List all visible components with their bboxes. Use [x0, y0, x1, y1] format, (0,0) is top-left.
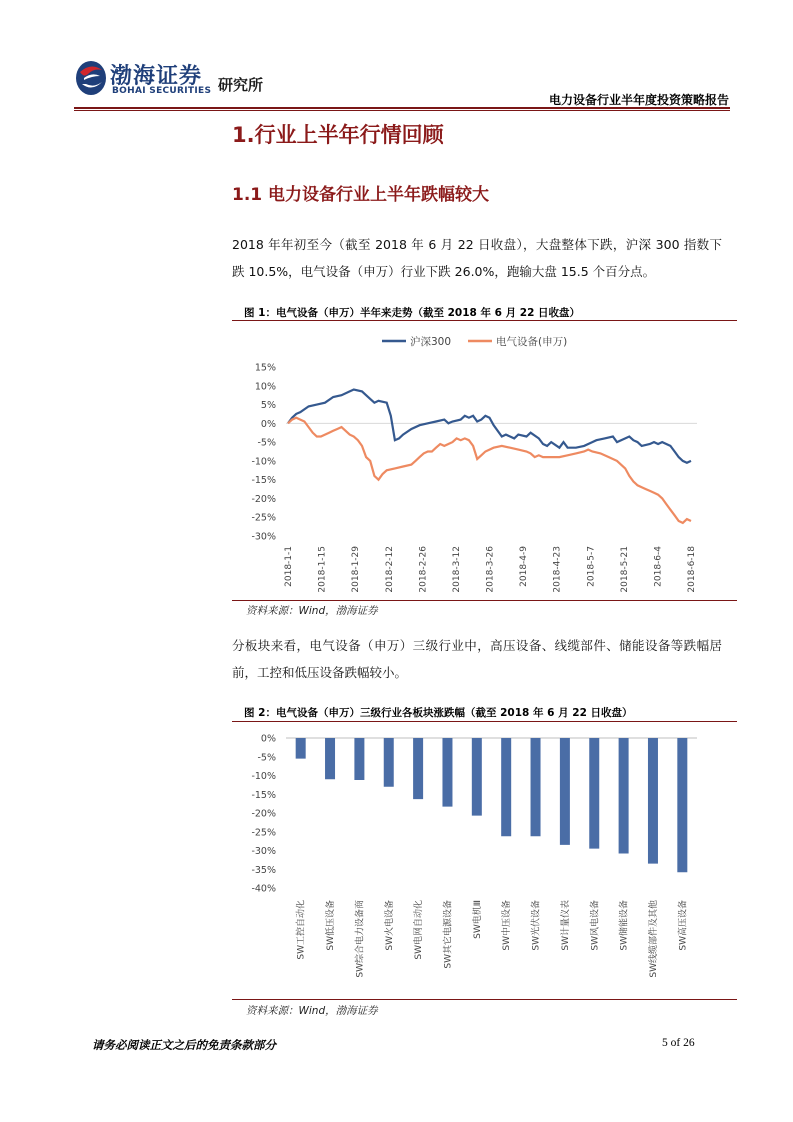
x-category-label: SW工控自动化	[296, 900, 307, 960]
x-tick-label: 2018-6-18	[687, 546, 697, 593]
series-line-elec	[288, 418, 691, 523]
figure-1-source: 资料来源：Wind，渤海证券	[246, 605, 378, 617]
y-tick-label: 0%	[260, 418, 276, 430]
report-title: 电力设备行业半年度投资策略报告	[548, 93, 729, 107]
y-tick-label: -25%	[251, 827, 276, 839]
line-chart-trend	[232, 325, 737, 597]
y-tick-label: 0%	[260, 733, 276, 745]
x-category-label: SW电机Ⅲ	[472, 900, 483, 939]
logo-english-name: BOHAI SECURITIES	[112, 86, 212, 96]
x-tick-label: 2018-1-15	[317, 546, 328, 593]
x-tick-label: 2018-5-21	[619, 546, 630, 593]
y-tick-label: -15%	[251, 475, 276, 487]
header-rule	[74, 107, 730, 109]
bar	[325, 738, 335, 779]
y-tick-label: -20%	[251, 808, 276, 820]
bar	[472, 738, 482, 816]
x-tick-label: 2018-1-29	[351, 546, 362, 593]
bar	[442, 738, 452, 807]
x-tick-label: 2018-2-26	[418, 546, 429, 593]
x-tick-label: 2018-4-9	[519, 546, 530, 587]
series-line-hs300	[288, 390, 691, 463]
x-tick-label: 2018-2-12	[384, 546, 395, 593]
paragraph-market-summary: 2018 年年初至今（截至 2018 年 6 月 22 日收盘），大盘整体下跌，沪深 300 指数下跌 10.5%，电气设备（申万）行业下跌 26.0%，跑输大盘 15.5 个百分点。	[232, 237, 722, 279]
x-category-label: SW电网自动化	[414, 900, 425, 960]
y-tick-label: -20%	[251, 493, 276, 505]
y-tick-label: -25%	[251, 512, 276, 524]
figure-2-source: 资料来源：Wind，渤海证券	[246, 1005, 378, 1017]
source-1-rule	[232, 600, 737, 601]
x-category-label: SW中压设备	[502, 900, 513, 951]
figure-1-rule	[232, 320, 737, 321]
logo-chinese-name: 渤海证券	[110, 63, 203, 89]
x-category-label: SW火电设备	[384, 900, 395, 951]
bar	[677, 738, 687, 872]
bar-chart-sectors	[232, 726, 737, 998]
x-tick-label: 2018-6-4	[653, 546, 664, 587]
x-category-label: SW风电设备	[590, 900, 601, 951]
y-tick-label: 5%	[260, 400, 276, 412]
y-tick-label: -30%	[251, 846, 276, 857]
bar	[384, 738, 394, 787]
subsection-heading: 1.1 电力设备行业上半年跌幅较大	[232, 185, 490, 205]
x-tick-label: 2018-4-23	[552, 546, 563, 593]
figure-1-title: 图 1：电气设备（申万）半年来走势（截至 2018 年 6 月 22 日收盘）	[244, 307, 581, 319]
y-tick-label: 10%	[254, 381, 276, 393]
bar	[354, 738, 364, 780]
y-tick-label: -5%	[257, 752, 276, 764]
source-2-rule	[232, 999, 737, 1000]
x-category-label: SW线缆部件及其他	[648, 900, 659, 978]
x-category-label: SW计量仪表	[560, 900, 571, 951]
y-tick-label: 15%	[254, 362, 276, 374]
y-tick-label: -10%	[251, 456, 276, 468]
page-number: 5 of 26	[662, 1037, 695, 1049]
x-tick-label: 2018-5-7	[586, 546, 597, 587]
bar	[589, 738, 599, 849]
bar	[648, 738, 658, 864]
x-category-label: SW光伏设备	[531, 900, 542, 951]
paragraph-sector-summary: 分板块来看，电气设备（申万）三级行业中，高压设备、线缆部件、储能设备等跌幅居前，工控和低压设备跌幅较小。	[232, 638, 722, 680]
bar	[531, 738, 541, 836]
bar	[619, 738, 629, 854]
y-tick-label: -35%	[251, 864, 276, 876]
x-tick-label: 2018-3-26	[485, 546, 496, 593]
x-tick-label: 2018-1-1	[284, 546, 294, 587]
legend	[382, 335, 567, 348]
y-tick-label: -40%	[251, 883, 276, 895]
bar	[501, 738, 511, 836]
footer-disclaimer: 请务必阅读正文之后的免责条款部分	[92, 1038, 276, 1052]
bar	[413, 738, 423, 799]
y-tick-label: -15%	[251, 789, 276, 801]
x-category-label: SW高压设备	[678, 900, 689, 951]
bar	[560, 738, 570, 845]
x-category-label: SW其它电源设备	[443, 900, 454, 969]
y-tick-label: -10%	[251, 771, 276, 782]
legend-label-hs300: 沪深300	[410, 336, 452, 348]
figure-2-title: 图 2：电气设备（申万）三级行业各板块涨跌幅（截至 2018 年 6 月 22 日收盘）	[244, 707, 633, 719]
x-category-label: SW低压设备	[326, 900, 337, 951]
bar	[296, 738, 306, 759]
x-tick-label: 2018-3-12	[451, 546, 462, 593]
y-tick-label: -5%	[257, 437, 276, 449]
figure-2-rule	[232, 721, 737, 722]
header-rule-thin	[74, 110, 730, 111]
x-category-label: SW综合电力设备商	[355, 900, 366, 978]
section-heading: 1.行业上半年行情回顾	[232, 123, 444, 147]
x-category-label: SW储能设备	[619, 900, 630, 951]
institute-label: 研究所	[218, 76, 264, 94]
bohai-logo-icon	[74, 58, 108, 98]
legend-label-elec: 电气设备(申万)	[496, 336, 568, 348]
y-tick-label: -30%	[251, 531, 276, 543]
